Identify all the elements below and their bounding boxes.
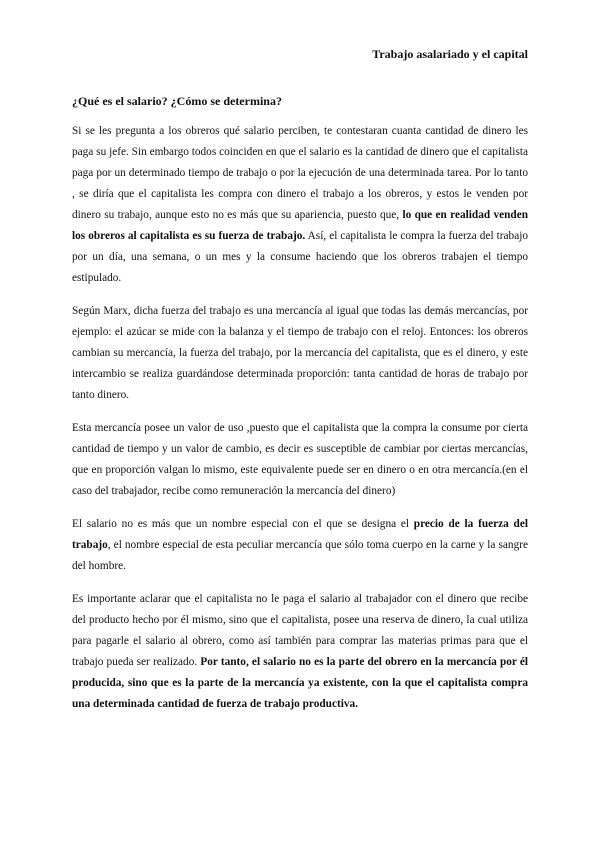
paragraph-4-tail: , el nombre especial de esta peculiar mercancía que sólo toma cuerpo en la carne y la sangre del hombre. bbox=[72, 539, 528, 572]
section-heading: ¿Qué es el salario? ¿Cómo se determina? bbox=[72, 94, 282, 108]
paragraph-1 bbox=[72, 121, 528, 289]
paragraph-1-tail: Así, el capitalista le compra la fuerza del trabajo por un día, una semana, o un mes y la consume haciendo que los obreros trabajen el tiempo estipulado. bbox=[72, 230, 528, 284]
paragraph-2 bbox=[72, 301, 528, 406]
document-title: Trabajo asalariado y el capital bbox=[372, 47, 528, 61]
paragraph-5 bbox=[72, 589, 528, 715]
paragraph-4 bbox=[72, 514, 528, 577]
paragraph-5-text: Es importante aclarar que el capitalista no le paga el salario al trabajador con el dinero que recibe del producto hecho por él mismo, sino que el capitalista, posee una reserva de dinero, la cual utiliza para pagarle el salario al obrero, como así también para comprar las materias primas para que el trabajo pueda ser realizado. bbox=[72, 593, 528, 668]
paragraph-5-bold: Por tanto, el salario no es la parte del obrero en la mercancía por él producida, sino que es la parte de la mercancía ya existente, con la que el capitalista compra una determinada cantidad de fuerza de trabajo productiva. bbox=[72, 656, 528, 710]
document-body bbox=[72, 121, 528, 727]
paragraph-3-text: Esta mercancía posee un valor de uso ,puesto que el capitalista que la compra la consume por cierta cantidad de tiempo y un valor de cambio, es decir es susceptible de cambiar por ciertas mercancías, que en proporción valgan lo mismo, este equivalente puede ser en dinero o en otra mercancía.(en el caso del trabajador, recibe como remuneración la mercancía del dinero) bbox=[72, 422, 528, 497]
paragraph-4-text: El salario no es más que un nombre especial con el que se designa el bbox=[72, 518, 414, 530]
paragraph-1-bold: lo que en realidad venden los obreros al capitalista es su fuerza de trabajo. bbox=[72, 209, 529, 242]
paragraph-4-bold: precio de la fuerza del trabajo bbox=[72, 518, 528, 551]
paragraph-2-text: Según Marx, dicha fuerza del trabajo es una mercancía al igual que todas las demás mercancías, por ejemplo: el azúcar se mide con la balanza y el tiempo de trabajo con el reloj. Entonces: los obreros cambian su mercancía, la fuerza del trabajo, por la mercancía del capitalista, que es el dinero, y este intercambio se realiza guardándose determinada proporción: tanta cantidad de horas de trabajo por tanto dinero. bbox=[72, 305, 528, 401]
paragraph-1-text: Si se les pregunta a los obreros qué salario perciben, te contestaran cuanta cantidad de dinero les paga su jefe. Sin embargo todos coinciden en que el salario es la cantidad de dinero que el capitalista paga por un determinado tiempo de trabajo o por la ejecución de una determinada tarea. Por lo tanto , se diría que el capitalista les compra con dinero el trabajo a los obreros, y estos le venden por dinero su trabajo, aunque esto no es más que su apariencia, puesto que, bbox=[72, 125, 528, 221]
document-page bbox=[72, 0, 528, 848]
paragraph-3 bbox=[72, 418, 528, 502]
